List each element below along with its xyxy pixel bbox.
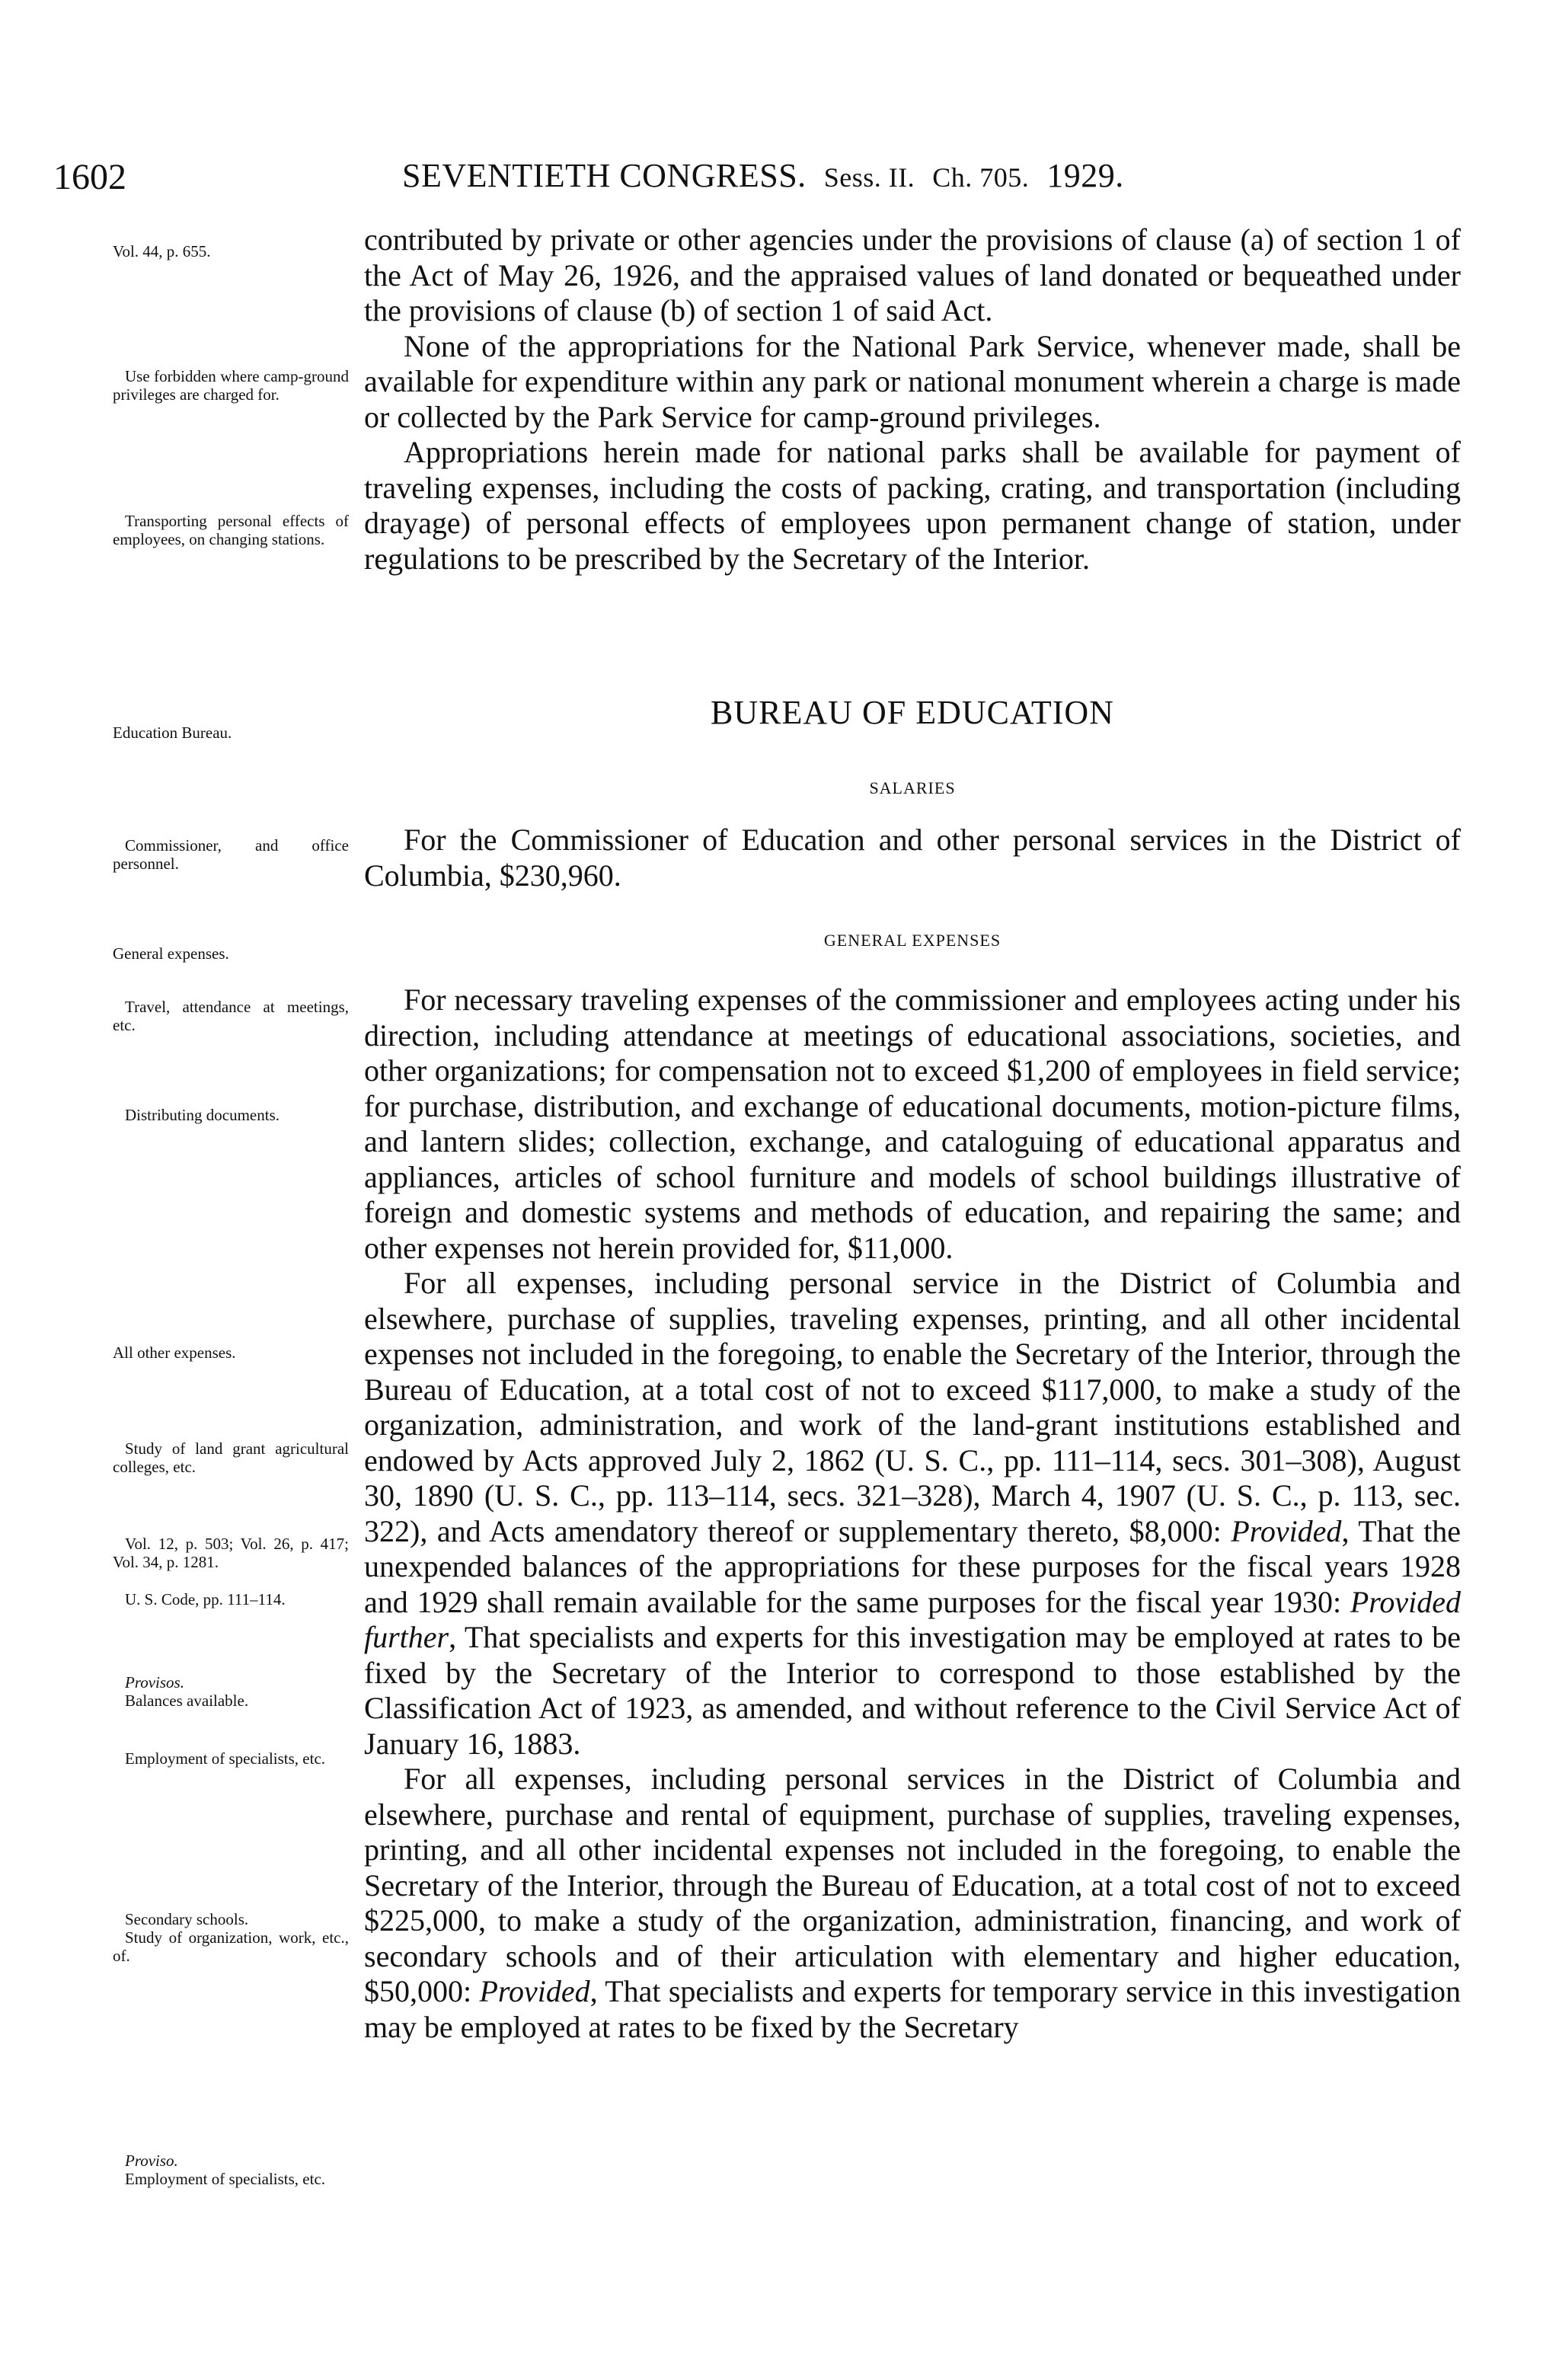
page-header [53, 156, 1485, 202]
paragraph-land-grant-study [364, 1266, 1461, 1762]
running-head [402, 156, 1124, 195]
provided-term: Provided [1231, 1513, 1342, 1548]
margin-note-balances: Balances available. [125, 1692, 249, 1710]
paragraph-camp-ground: None of the appropriations for the National Park Service, whenever made, shall be available for expenditure within any park or national monument wherein a charge is made or collected by the Park Service for camp-ground privileges. [364, 328, 1461, 434]
running-head-chapter: Ch. 705. [932, 162, 1030, 193]
secondary-text-a: For all expenses, including personal services in the District of Columbia and elsewhere, purchase and rental of equipment, purchase of supplies, traveling expenses, printing, and all other incidental expenses not included in the foregoing, to enable the Secretary of the Interior, through the Bureau of Education, at a total cost of not to exceed $225,000, to make a study of the organization, administration, financing, and work of secondary schools and of their articulation with elementary and higher education, $50,000: [364, 1762, 1461, 2008]
margin-note-study-organization: Study of organization, work, etc., of. [113, 1928, 349, 1965]
secondary-text-b: , That specialists and experts for temporary service in this investigation may be employed at rates to be fixed by the Secretary [364, 1974, 1461, 2044]
margin-note-commissioner: Commissioner, and office personnel. [113, 836, 349, 873]
section-title-bureau-of-education: BUREAU OF EDUCATION [711, 694, 1114, 731]
margin-note-travel: Travel, attendance at meetings, etc. [113, 998, 349, 1034]
margin-note-education-bureau: Education Bureau. [113, 724, 232, 742]
margin-note-vol-refs: Vol. 12, p. 503; Vol. 26, p. 417; Vol. 34, p. 1281. [113, 1535, 349, 1571]
running-head-session: Sess. II. [823, 162, 915, 193]
land-grant-text-c: , That specialists and experts for this investigation may be employed at rates to be fixed by the Secretary of the Interior to correspond to those established by the Classification Act of 1923, as amended, and without reference to the Civil Service Act of January 16, 1883. [364, 1620, 1461, 1761]
running-head-year: 1929. [1046, 157, 1124, 194]
land-grant-text-b: , That the unexpended balances of the appropriations for these purposes for the fiscal years 1928 and 1929 shall remain available for the same purposes for the fiscal year 1930: [364, 1513, 1462, 1619]
paragraph-traveling-expenses: For necessary traveling expenses of the commissioner and employees acting under his direction, including attendance at meetings of educational associations, societies, and other organizations; for compensation not to exceed $1,200 of employees in field service; for purchase, distribution, and exchange of educational documents, motion-picture films, and lantern slides; collection, exchange, and cataloguing of educational apparatus and appliances, articles of school furniture and models of school buildings illustrative of foreign and domestic systems and methods of education, and repairing the same; and other expenses not herein provided for, $11,000. [364, 982, 1461, 1265]
paragraph-commissioner: For the Commissioner of Education and other personal services in the District of Columbia, $230,960. [364, 823, 1461, 893]
margin-note-all-other: All other expenses. [113, 1343, 236, 1362]
proviso-label: Proviso. [125, 2152, 178, 2170]
margin-note-us-code: U. S. Code, pp. 111–114. [125, 1590, 286, 1608]
paragraph-transporting: Appropriations herein made for national parks shall be available for payment of traveling expenses, including the costs of packing, crating, and transportation (including drayage) of personal effects of employees upon permanent change of station, under regulations to be prescribed by the Secretary of the Interior. [364, 435, 1461, 576]
page-number: 1602 [53, 157, 126, 197]
margin-note-distributing: Distributing documents. [125, 1106, 280, 1124]
margin-note-study-land-grant: Study of land grant agricultural colleges, etc. [113, 1439, 349, 1476]
margin-note-transporting: Transporting personal effects of employees, on changing stations. [113, 512, 349, 548]
land-grant-text-a: For all expenses, including personal service in the District of Columbia and elsewhere, purchase of supplies, traveling expenses, printing, and all other incidental expenses not included in the foregoing, to enable the Secretary of the Interior, through the Bureau of Education, at a total cost of not to exceed $117,000, to make a study of the organization, administration, and work of the land-grant institutions established and endowed by Acts approved July 2, 1862 (U. S. C., pp. 111–114, secs. 301–308), August 30, 1890 (U. S. C., pp. 113–114, secs. 321–328), March 4, 1907 (U. S. C., p. 113, sec. 322), and Acts amendatory thereof or supplementary thereto, $8,000: [364, 1266, 1461, 1548]
provided-further-term: Provided further [364, 1584, 1461, 1654]
margin-note-employment-2: Employment of specialists, etc. [125, 2170, 326, 2188]
margin-note-provisos [113, 1673, 349, 1692]
margin-note-secondary-schools: Secondary schools. [125, 1910, 249, 1928]
margin-note-employment-1: Employment of specialists, etc. [125, 1749, 326, 1768]
margin-note-use-forbidden: Use forbidden where camp-ground privileges are charged for. [113, 367, 349, 404]
subheading-general-expenses: GENERAL EXPENSES [823, 931, 1002, 950]
body-block-general-expenses [364, 982, 1461, 2045]
provisos-label: Provisos. [125, 1673, 184, 1692]
margin-note-vol44: Vol. 44, p. 655. [113, 242, 211, 260]
paragraph-appraised-values: contributed by private or other agencies under the provisions of clause (a) of section 1 of the Act of May 26, 1926, and the appraised values of land donated or bequeathed under the provisions of clause (b) of section 1 of said Act. [364, 222, 1461, 327]
margin-note-proviso [113, 2152, 349, 2170]
body-block-salaries [364, 823, 1461, 893]
margin-note-general-expenses: General expenses. [113, 944, 229, 963]
body-block-parks [364, 222, 1461, 577]
running-head-congress: SEVENTIETH CONGRESS. [402, 157, 807, 194]
subheading-salaries: SALARIES [869, 778, 956, 797]
provided-term-2: Provided [479, 1974, 590, 2008]
paragraph-secondary-schools [364, 1762, 1461, 2045]
